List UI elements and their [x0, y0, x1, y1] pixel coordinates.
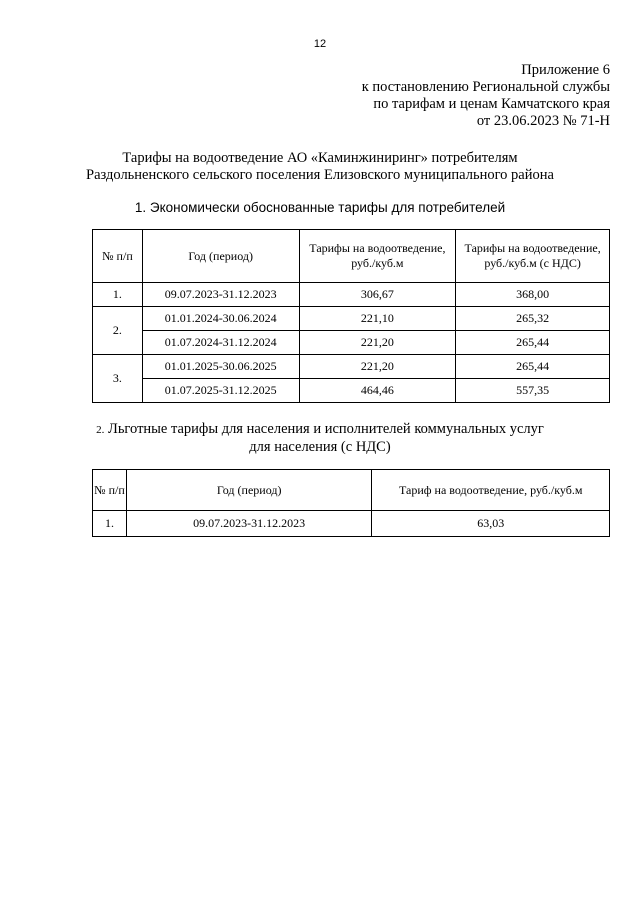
appendix-line: от 23.06.2023 № 71-Н: [476, 113, 610, 129]
preferential-tariffs-table: [92, 469, 610, 537]
row-period: 01.01.2025-30.06.2025: [142, 355, 299, 379]
appendix-line: Приложение 6: [521, 62, 610, 78]
table-header-row: [93, 470, 610, 511]
page-number: 12: [313, 38, 327, 50]
header-number: № п/п: [93, 470, 127, 511]
row-tariff-vat: 368,00: [456, 283, 610, 307]
row-tariff: 221,20: [299, 331, 456, 355]
row-period: 01.01.2024-30.06.2024: [142, 307, 299, 331]
row-period: 01.07.2025-31.12.2025: [142, 379, 299, 403]
row-tariff: 464,46: [299, 379, 456, 403]
section2-heading-line: для населения (с НДС): [249, 439, 391, 455]
section1-heading: 1. Экономически обоснованные тарифы для потребителей: [134, 200, 506, 215]
header-tariff-vat: Тарифы на водоотведение, руб./куб.м (с НДС): [456, 230, 610, 283]
header-tariff: Тариф на водоотведение, руб./куб.м: [372, 470, 610, 511]
row-period: 09.07.2023-31.12.2023: [126, 511, 371, 537]
header-period: Год (период): [142, 230, 299, 283]
table-row: [93, 283, 610, 307]
row-tariff: 306,67: [299, 283, 456, 307]
row-tariff-vat: 265,44: [456, 355, 610, 379]
table-row: [93, 355, 610, 379]
table-header-row: [93, 230, 610, 283]
appendix-reference: [362, 62, 610, 130]
row-tariff: 63,03: [372, 511, 610, 537]
row-tariff: 221,10: [299, 307, 456, 331]
section2-number: 2.: [96, 424, 105, 436]
table-row: [93, 331, 610, 355]
table-row: [93, 307, 610, 331]
section2-heading-line: Льготные тарифы для населения и исполнителей коммунальных услуг: [107, 421, 544, 437]
section2-heading: [0, 421, 640, 456]
row-tariff-vat: 265,32: [456, 307, 610, 331]
row-number: 1.: [93, 511, 127, 537]
row-number: 3.: [93, 355, 143, 403]
header-period: Год (период): [126, 470, 371, 511]
row-tariff-vat: 557,35: [456, 379, 610, 403]
row-tariff-vat: 265,44: [456, 331, 610, 355]
header-tariff: Тарифы на водоотведение, руб./куб.м: [299, 230, 456, 283]
appendix-line: к постановлению Региональной службы: [361, 79, 610, 95]
title-line: Тарифы на водоотведение АО «Каминжиниринг» потребителям: [122, 150, 518, 166]
title-line: Раздольненского сельского поселения Елизовского муниципального района: [86, 167, 554, 183]
row-tariff: 221,20: [299, 355, 456, 379]
row-period: 09.07.2023-31.12.2023: [142, 283, 299, 307]
document-title: [0, 150, 640, 184]
appendix-line: по тарифам и ценам Камчатского края: [373, 96, 610, 112]
row-number: 2.: [93, 307, 143, 355]
table-row: [93, 379, 610, 403]
economic-tariffs-table: [92, 229, 610, 403]
row-period: 01.07.2024-31.12.2024: [142, 331, 299, 355]
row-number: 1.: [93, 283, 143, 307]
header-number: № п/п: [93, 230, 143, 283]
table-row: [93, 511, 610, 537]
